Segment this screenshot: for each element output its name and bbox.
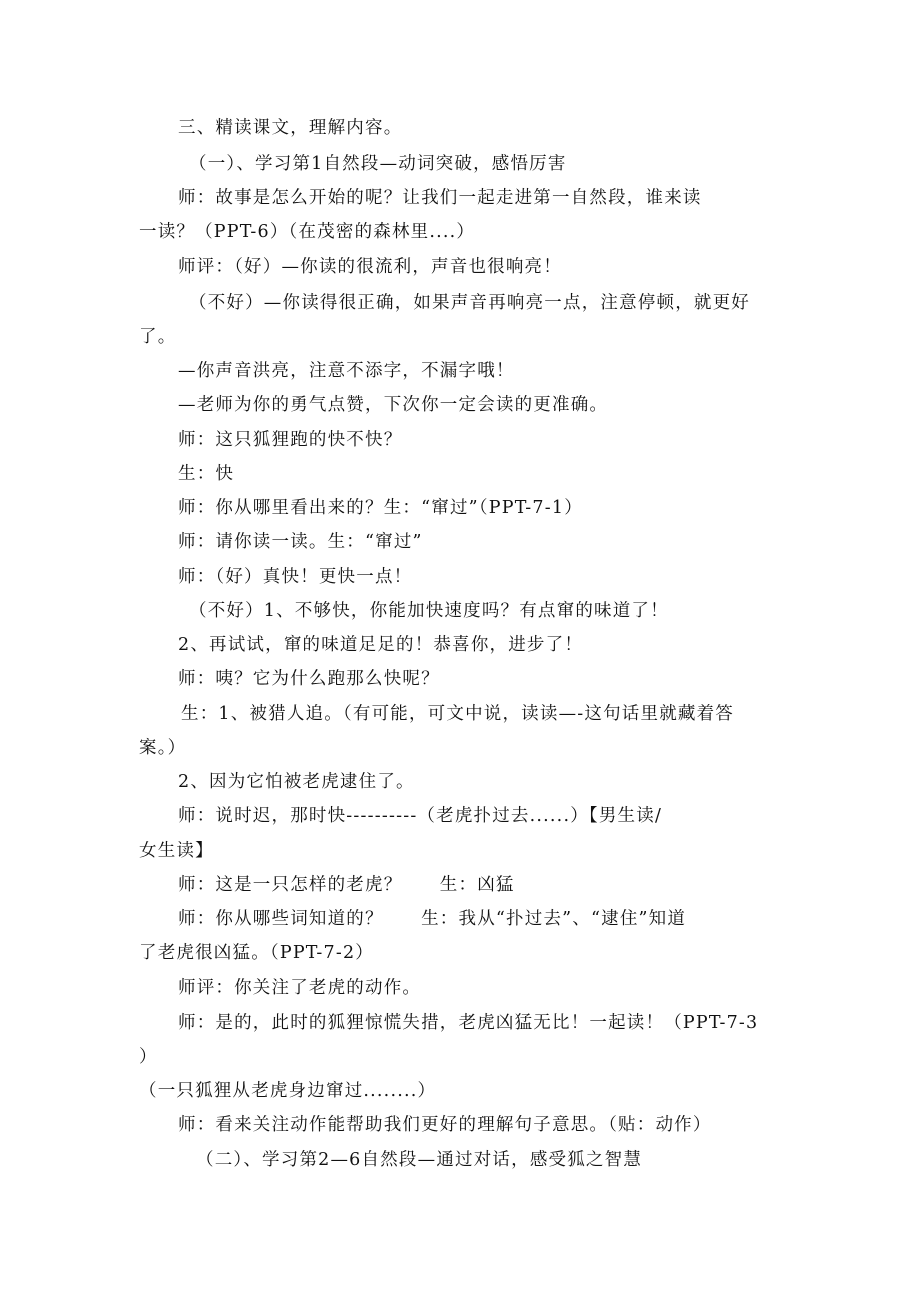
text-line: 了。 bbox=[139, 327, 177, 347]
text-line: 师：你从哪些词知道的？ 生：我从“扑过去”、“逮住”知道 bbox=[178, 909, 687, 929]
text-line: 案。） bbox=[139, 738, 187, 758]
text-line: 师：故事是怎么开始的呢？让我们一起走进第一自然段，谁来读 bbox=[178, 188, 702, 208]
text-line: 生：1、被猎人追。（有可能，可文中说，读读—-这句话里就藏着答 bbox=[181, 704, 734, 724]
text-line: —老师为你的勇气点赞，下次你一定会读的更准确。 bbox=[178, 395, 609, 415]
text-line: （不好）1、不够快，你能加快速度吗？有点窜的味道了！ bbox=[189, 601, 669, 621]
text-line: （一只狐狸从老虎身边窜过........） bbox=[139, 1081, 437, 1101]
text-line: ） bbox=[139, 1047, 158, 1067]
text-line: 师：这只狐狸跑的快不快？ bbox=[178, 430, 403, 450]
text-line: 2、再试试，窜的味道足足的！恭喜你，进步了！ bbox=[178, 635, 584, 655]
text-line: 师：是的，此时的狐狸惊慌失措，老虎凶猛无比！一起读！（PPT-7-3 bbox=[178, 1013, 759, 1033]
text-line: 生：快 bbox=[178, 464, 235, 484]
section-heading: 三、精读课文，理解内容。 bbox=[178, 118, 403, 138]
text-line: 师评：（好）—你读的很流利，声音也很响亮！ bbox=[178, 257, 562, 277]
text-line: 一读？（PPT-6）（在茂密的森林里....） bbox=[139, 222, 476, 242]
text-line: 师：（好）真快！更快一点！ bbox=[178, 567, 413, 587]
text-line: —你声音洪亮，注意不添字，不漏字哦！ bbox=[178, 361, 515, 381]
text-line: 师：请你读一读。生：“窜过” bbox=[178, 532, 423, 552]
text-line: 师评：你关注了老虎的动作。 bbox=[178, 978, 422, 998]
text-line: 女生读】 bbox=[139, 841, 214, 861]
text-line: （不好）—你读得很正确，如果声音再响亮一点，注意停顿，就更好 bbox=[189, 293, 750, 313]
subsection-heading: （一）、学习第1自然段—动词突破，感悟厉害 bbox=[189, 154, 567, 174]
text-line: 师：咦？它为什么跑那么快呢？ bbox=[178, 669, 440, 689]
text-line: 师：说时迟，那时快----------（老虎扑过去......）【男生读/ bbox=[178, 806, 663, 826]
text-line: 师：你从哪里看出来的？生：“窜过”（PPT-7-1） bbox=[178, 498, 583, 518]
text-line: 2、因为它怕被老虎逮住了。 bbox=[178, 772, 415, 792]
subsection-heading: （二）、学习第2—6自然段—通过对话，感受狐之智慧 bbox=[196, 1150, 643, 1170]
text-line: 师：看来关注动作能帮助我们更好的理解句子意思。（贴：动作） bbox=[178, 1115, 712, 1135]
text-line: 师：这是一只怎样的老虎？ 生：凶猛 bbox=[178, 875, 515, 895]
text-line: 了老虎很凶猛。（PPT-7-2） bbox=[139, 943, 375, 963]
